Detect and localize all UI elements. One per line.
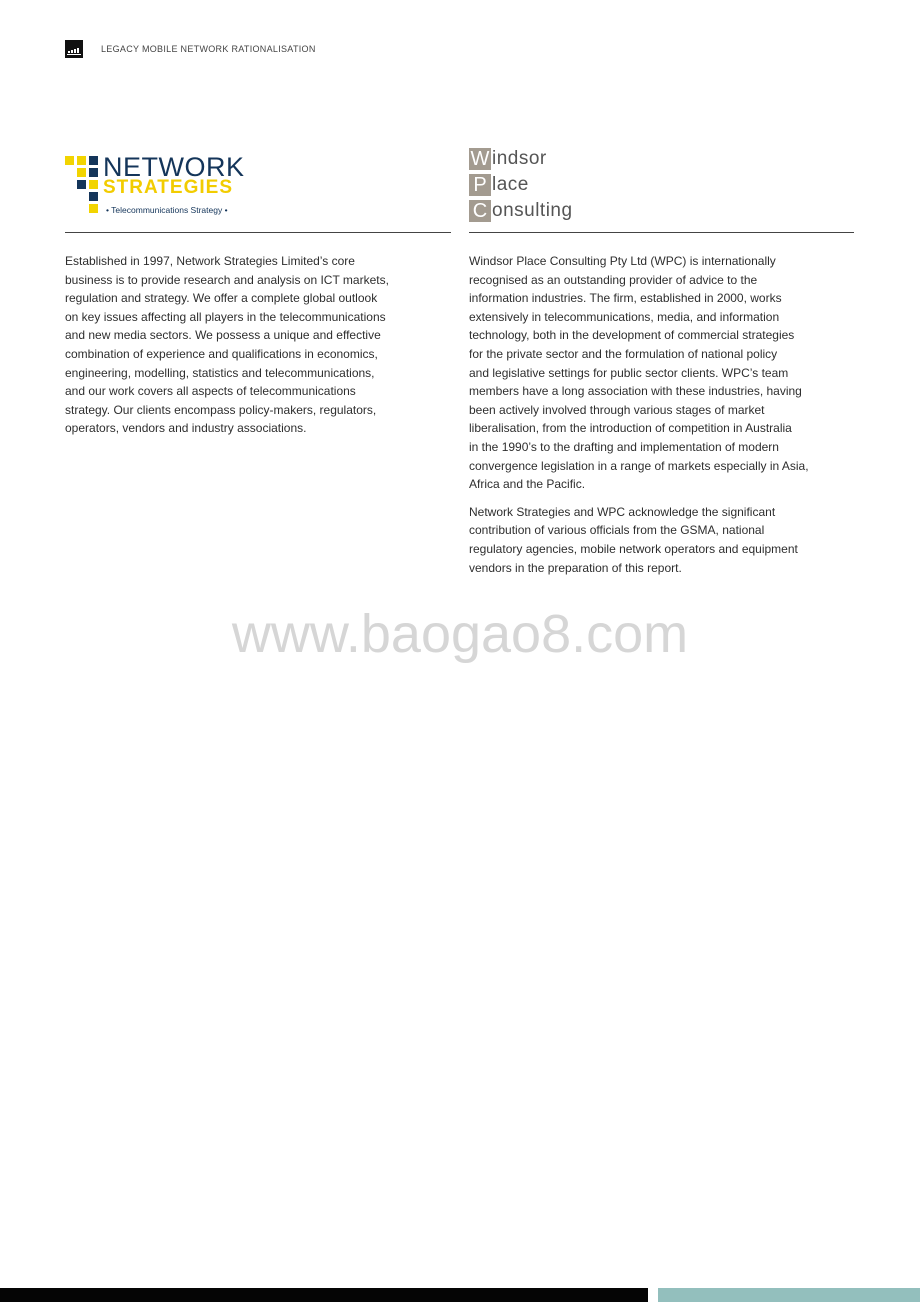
divider bbox=[469, 232, 854, 233]
network-strategies-description: Established in 1997, Network Strategies Limited’s core business is to provide research and analysis on ICT markets, regulation and strategy. We offer a complete global outlook on key issues affecting all players in the telecommunications and new media sectors. We possess a unique and effective combination of experience and qualifications in economics, engineering, modelling, statistics and telecommunications, and our work covers all aspects of telecommunications strategy. Our clients encompass policy-makers, regulators, operators, vendors and industry associations. bbox=[65, 254, 389, 436]
logo-word: lace bbox=[492, 173, 529, 195]
network-strategies-logo bbox=[65, 140, 451, 232]
logo-row-consulting bbox=[469, 198, 573, 223]
wpc-description: Windsor Place Consulting Pty Ltd (WPC) is internationally recognised as an outstanding provider of advice to the information industries. The firm, established in 2000, works extensively in telecommunications, media, and information technology, both in the development of commercial strategies for the private sector and the formulation of national policy and legislative settings for public sector clients. WPC’s team members have a long association with these industries, having been actively involved through various stages of market liberalisation, from the introduction of competition in Australia in the 1990’s to the drafting and implementation of modern convergence legislation in a range of markets especially in Asia, Africa and the Pacific. bbox=[469, 254, 809, 492]
logo-tagline: • Telecommunications Strategy • bbox=[106, 205, 228, 215]
document-title: LEGACY MOBILE NETWORK RATIONALISATION bbox=[101, 44, 316, 54]
logo-word: onsulting bbox=[492, 199, 573, 221]
logo-letter-box: C bbox=[469, 200, 491, 222]
logo-word: indsor bbox=[492, 147, 547, 169]
logo-word-strategies: STRATEGIES bbox=[103, 177, 233, 198]
windsor-place-column bbox=[469, 140, 854, 577]
divider bbox=[65, 232, 451, 233]
gsma-logo-icon bbox=[65, 40, 83, 58]
acknowledgement: Network Strategies and WPC acknowledge the significant contribution of various officials from the GSMA, national regulatory agencies, mobile network operators and equipment vendors in the preparation of this report. bbox=[469, 504, 798, 575]
logo-letter-box: P bbox=[469, 174, 491, 196]
logo-word-network: NETWORK bbox=[103, 152, 245, 182]
footer-bar-black bbox=[0, 1288, 648, 1302]
logo-row-place bbox=[469, 172, 573, 197]
logo-row-windsor bbox=[469, 146, 573, 171]
watermark: www.baogao8.com bbox=[231, 604, 689, 664]
network-strategies-column bbox=[65, 140, 451, 438]
logo-letter-box: W bbox=[470, 147, 490, 170]
page-header bbox=[65, 40, 316, 58]
windsor-place-logo bbox=[469, 140, 854, 232]
footer-bar-teal bbox=[658, 1288, 920, 1302]
